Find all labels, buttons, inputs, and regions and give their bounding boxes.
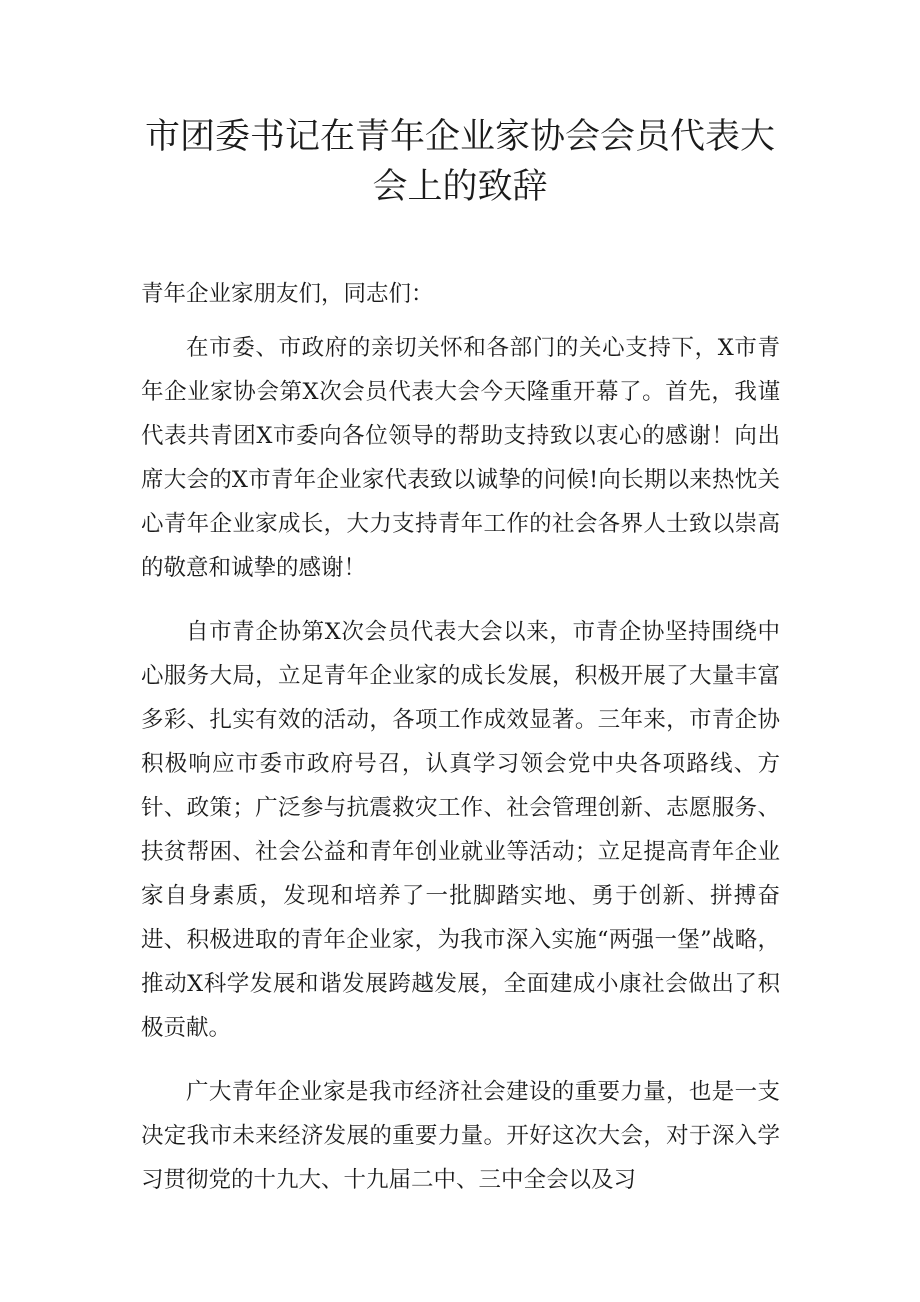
paragraph-1: 在市委、市政府的亲切关怀和各部门的关心支持下，X市青年企业家协会第X次会员代表大会今天隆重开幕了。首先，我谨代表共青团X市委向各位领导的帮助支持致以衷心的感谢！向出席大会的X市青年企业家代表致以诚挚的问候!向长期以来热忱关心青年企业家成长，大力支持青年工作的社会各界人士致以崇高的敬意和诚挚的感谢！ <box>141 335 780 581</box>
document-title: 市团委书记在青年企业家协会会员代表大会上的致辞 <box>144 117 775 207</box>
paragraph-2: 自市青企协第X次会员代表大会以来，市青企协坚持围绕中心服务大局，立足青年企业家的成长发展，积极开展了大量丰富多彩、扎实有效的活动，各项工作成效显著。三年来，市青企协积极响应市委市政府号召，认真学习领会党中央各项路线、方针、政策；广泛参与抗震救灾工作、社会管理创新、志愿服务、扶贫帮困、社会公益和青年创业就业等活动；立足提高青年企业家自身素质，发现和培养了一批脚踏实地、勇于创新、拼搏奋进、积极进取的青年企业家，为我市深入实施“两强一堡”战略，推动X科学发展和谐发展跨越发展，全面建成小康社会做出了积极贡献。 <box>141 619 780 1041</box>
paragraph-3: 广大青年企业家是我市经济社会建设的重要力量，也是一支决定我市未来经济发展的重要力量。开好这次大会，对于深入学习贯彻党的十九大、十九届二中、三中全会以及习 <box>141 1079 780 1193</box>
salutation: 青年企业家朋友们，同志们： <box>141 281 434 307</box>
document-body <box>141 272 780 1222</box>
